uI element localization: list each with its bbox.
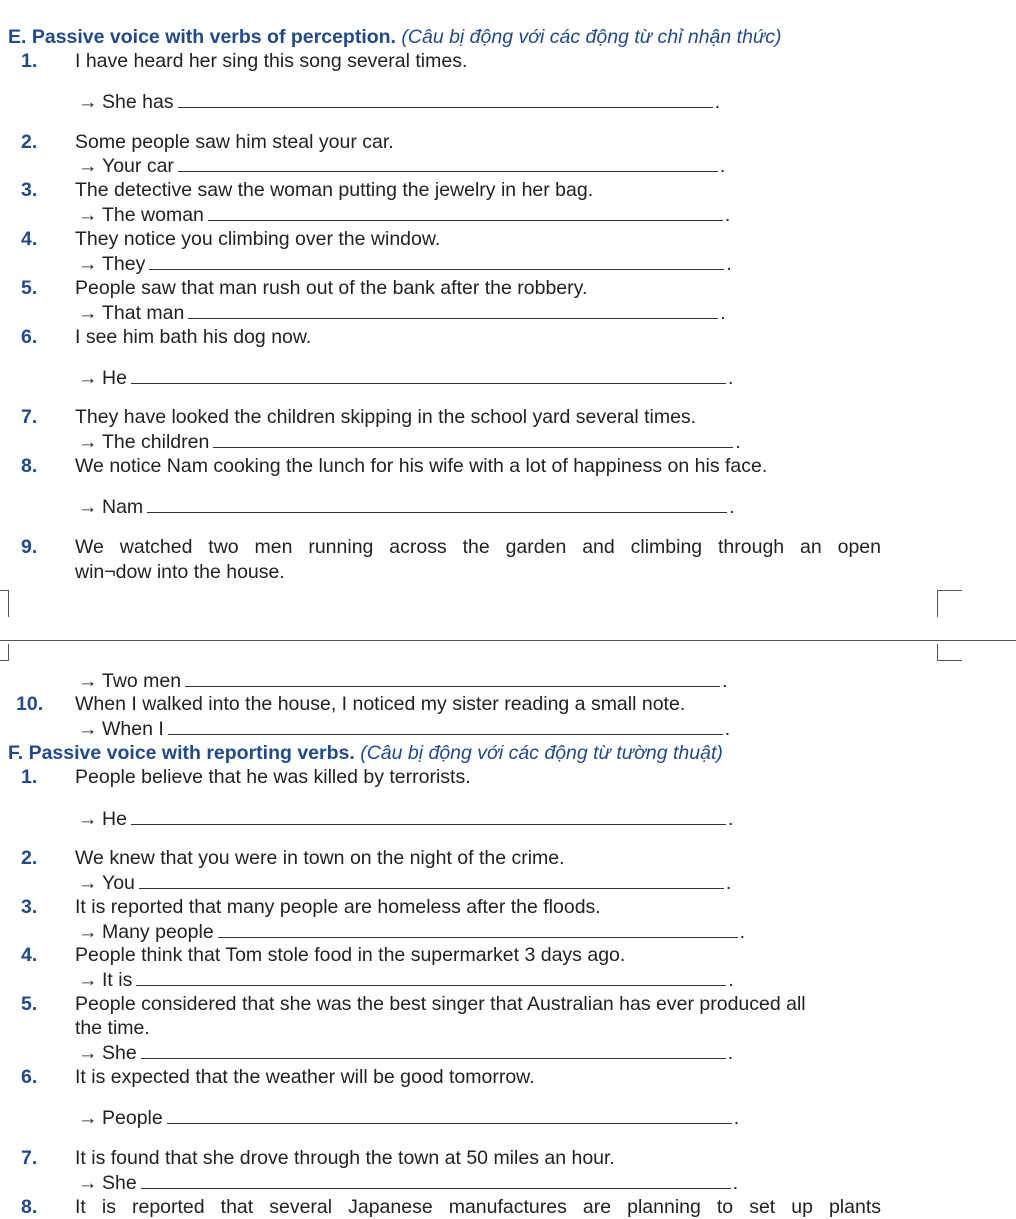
question-text: It is reported that many people are homeless after the floods.: [75, 896, 601, 918]
crop-mark: [0, 644, 9, 661]
answer-line: → Two men .: [78, 670, 728, 692]
section-f-heading: [8, 741, 723, 765]
answer-blank[interactable]: [149, 251, 724, 270]
answer-line: → It is .: [78, 969, 734, 991]
question-text: The detective saw the woman putting the jewelry in her bag.: [75, 179, 594, 201]
answer-start: She: [102, 1042, 137, 1064]
answer-blank[interactable]: [178, 89, 713, 108]
item-number: 6.: [21, 1066, 38, 1088]
arrow-icon: →: [78, 872, 98, 894]
item-number: 3.: [21, 179, 38, 201]
answer-blank[interactable]: [208, 202, 723, 221]
question-text: It is reported that several Japanese manufactures are planning to set up plants: [75, 1196, 881, 1218]
question-text: People believe that he was killed by terrorists.: [75, 766, 471, 788]
answer-line: → They .: [78, 253, 732, 275]
answer-line: → People .: [78, 1107, 740, 1129]
question-text: They have looked the children skipping in the school yard several times.: [75, 406, 697, 428]
arrow-icon: →: [78, 302, 98, 324]
item-number: 2.: [21, 131, 38, 153]
answer-start: Many people: [102, 921, 214, 943]
crop-mark: [0, 590, 9, 617]
answer-line: → He .: [78, 367, 734, 389]
item-number: 4.: [21, 228, 38, 250]
page-break-divider: [0, 640, 1016, 641]
question-text: When I walked into the house, I noticed my sister reading a small note.: [75, 693, 686, 715]
arrow-icon: →: [78, 1107, 98, 1129]
question-text: I see him bath his dog now.: [75, 326, 312, 348]
question-text: Some people saw him steal your car.: [75, 131, 394, 153]
answer-line: → She has .: [78, 91, 720, 113]
question-text-cont: the time.: [75, 1017, 150, 1039]
item-number: 8.: [21, 455, 38, 477]
answer-line: → When I .: [78, 718, 731, 740]
question-text: I have heard her sing this song several times.: [75, 50, 468, 72]
answer-blank[interactable]: [167, 1105, 732, 1124]
arrow-icon: →: [78, 718, 98, 740]
question-text: We knew that you were in town on the night of the crime.: [75, 847, 565, 869]
answer-line: → You .: [78, 872, 732, 894]
answer-start: You: [102, 872, 135, 894]
item-number: 7.: [21, 1147, 38, 1169]
answer-start: He: [102, 808, 127, 830]
answer-line: → The children .: [78, 431, 741, 453]
answer-line: → Many people .: [78, 921, 746, 943]
arrow-icon: →: [78, 969, 98, 991]
crop-mark: [937, 590, 962, 617]
item-number: 3.: [21, 896, 38, 918]
answer-start: He: [102, 367, 127, 389]
item-number: 7.: [21, 406, 38, 428]
answer-line: → That man .: [78, 302, 726, 324]
question-text: We watched two men running across the garden and climbing through an open: [75, 536, 881, 558]
arrow-icon: →: [78, 367, 98, 389]
question-text: People saw that man rush out of the bank after the robbery.: [75, 277, 588, 299]
question-text: They notice you climbing over the window.: [75, 228, 441, 250]
answer-blank[interactable]: [131, 365, 726, 384]
item-number: 2.: [21, 847, 38, 869]
answer-line: → The woman .: [78, 204, 731, 226]
answer-blank[interactable]: [139, 870, 724, 889]
question-text: It is found that she drove through the town at 50 miles an hour.: [75, 1147, 615, 1169]
answer-blank[interactable]: [178, 153, 718, 172]
section-e-subtitle: (Câu bị động với các động từ chỉ nhận thức): [401, 26, 782, 48]
answer-blank[interactable]: [141, 1040, 726, 1059]
answer-start: She has: [102, 91, 174, 113]
answer-line: → He .: [78, 808, 734, 830]
item-number: 6.: [21, 326, 38, 348]
answer-start: Nam: [102, 496, 144, 518]
section-e-title: E. Passive voice with verbs of perception.: [8, 26, 396, 48]
item-number: 10.: [16, 693, 44, 715]
arrow-icon: →: [78, 670, 98, 692]
item-number: 9.: [21, 536, 38, 558]
question-text: People think that Tom stole food in the supermarket 3 days ago.: [75, 944, 626, 966]
question-text-cont: win¬dow into the house.: [75, 561, 285, 583]
answer-blank[interactable]: [188, 300, 718, 319]
answer-line: → She .: [78, 1042, 734, 1064]
question-text: People considered that she was the best singer that Australian has ever produced all: [75, 993, 806, 1015]
answer-start: The woman: [102, 204, 204, 226]
item-number: 4.: [21, 944, 38, 966]
arrow-icon: →: [78, 1172, 98, 1194]
arrow-icon: →: [78, 1042, 98, 1064]
section-f-subtitle: (Câu bị động với các động từ tường thuật): [360, 742, 723, 764]
arrow-icon: →: [78, 155, 98, 177]
answer-start: They: [102, 253, 146, 275]
item-number: 5.: [21, 277, 38, 299]
answer-blank[interactable]: [141, 1170, 731, 1189]
answer-blank[interactable]: [136, 967, 726, 986]
answer-blank[interactable]: [218, 919, 738, 938]
answer-start: She: [102, 1172, 137, 1194]
item-number: 8.: [21, 1196, 38, 1218]
answer-line: → She .: [78, 1172, 739, 1194]
answer-start: That man: [102, 302, 185, 324]
arrow-icon: →: [78, 431, 98, 453]
answer-blank[interactable]: [185, 668, 720, 687]
answer-blank[interactable]: [168, 716, 723, 735]
answer-start: People: [102, 1107, 163, 1129]
answer-blank[interactable]: [213, 429, 733, 448]
answer-start: Two men: [102, 670, 182, 692]
section-e-heading: [8, 25, 782, 49]
section-f-title: F. Passive voice with reporting verbs.: [8, 742, 355, 764]
arrow-icon: →: [78, 921, 98, 943]
arrow-icon: →: [78, 204, 98, 226]
item-number: 1.: [21, 50, 38, 72]
answer-line: → Your car .: [78, 155, 726, 177]
arrow-icon: →: [78, 253, 98, 275]
question-text: We notice Nam cooking the lunch for his wife with a lot of happiness on his face.: [75, 455, 768, 477]
answer-start: Your car: [102, 155, 174, 177]
crop-mark: [937, 644, 962, 661]
answer-start: When I: [102, 718, 164, 740]
answer-start: It is: [102, 969, 133, 991]
question-text: It is expected that the weather will be good tomorrow.: [75, 1066, 535, 1088]
answer-start: The children: [102, 431, 210, 453]
answer-line: → Nam .: [78, 496, 735, 518]
arrow-icon: →: [78, 808, 98, 830]
answer-blank[interactable]: [131, 806, 726, 825]
arrow-icon: →: [78, 91, 98, 113]
item-number: 5.: [21, 993, 38, 1015]
item-number: 1.: [21, 766, 38, 788]
answer-blank[interactable]: [147, 494, 727, 513]
arrow-icon: →: [78, 496, 98, 518]
